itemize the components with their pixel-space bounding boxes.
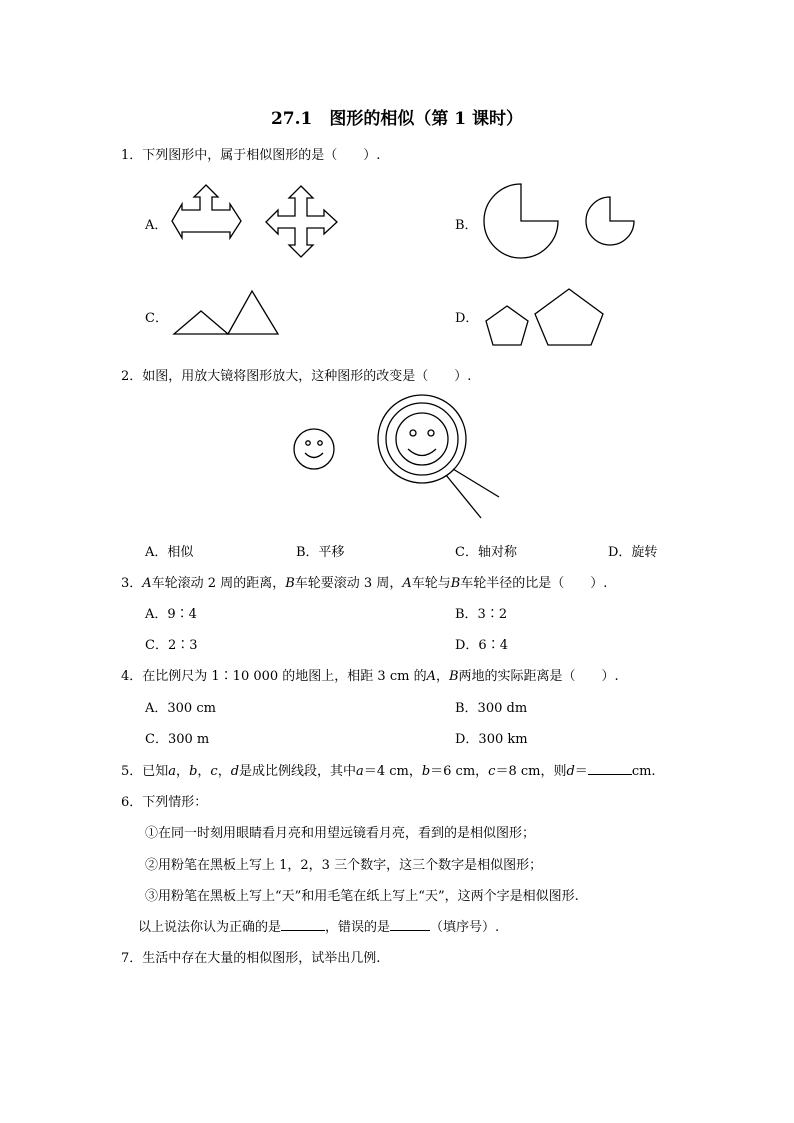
q2-option-b: B．平移	[296, 545, 345, 560]
q1-option-d-label: D．	[455, 311, 479, 326]
q2-option-d: D．旋转	[608, 545, 658, 560]
large-smiley-face	[396, 413, 448, 465]
q1-option-b-label: B．	[455, 218, 478, 233]
q4-option-b: B．300 dm	[455, 701, 528, 716]
q4-option-a: A．300 cm	[145, 701, 216, 716]
q4-option-d: D．300 km	[455, 732, 528, 747]
q5-stem: 5．已知a，b，c，d是成比例线段，其中a＝4 cm，b＝6 cm，c＝8 cm，则d＝ cm.	[121, 764, 656, 779]
q2-stem: 2．如图，用放大镜将图形放大，这种图形的改变是（ ）.	[121, 369, 472, 384]
q6-item-3: ③用粉笔在黑板上写上“天”和用毛笔在纸上写上“天”，这两个字是相似图形.	[145, 889, 579, 904]
magnifying-glass	[378, 395, 499, 518]
q6-item-1: ①在同一时刻用眼睛看月亮和用望远镜看月亮，看到的是相似图形；	[145, 826, 536, 841]
q3-option-d: D．6∶4	[455, 638, 508, 653]
q3-option-b: B．3∶2	[455, 607, 508, 622]
small-smiley-face	[294, 429, 334, 469]
page-title: 27.1 图形的相似（第 1 课时）	[270, 109, 524, 129]
q2-option-c: C．轴对称	[455, 545, 517, 560]
q6-item-2: ②用粉笔在黑板上写上 1，2，3 三个数字，这三个数字是相似图形；	[145, 858, 543, 873]
q4-option-c: C．300 m	[145, 732, 210, 747]
q1-option-c-label: C．	[145, 311, 168, 326]
q3-option-c: C．2∶3	[145, 638, 198, 653]
q7-stem: 7．生活中存在大量的相似图形，试举出几例.	[121, 951, 381, 966]
q6-answer-line: 以上说法你认为正确的是 ，错误的是 （填序号）.	[138, 920, 500, 935]
q1-stem: 1．下列图形中，属于相似图形的是（ ）.	[121, 148, 381, 163]
q6-correct-blank[interactable]	[281, 919, 325, 931]
q6-wrong-blank[interactable]	[390, 919, 430, 931]
q3-stem: 3．A车轮滚动 2 周的距离，B车轮要滚动 3 周，A车轮与B车轮半径的比是（ ）.	[121, 576, 608, 591]
q4-stem: 4．在比例尺为 1∶10 000 的地图上，相距 3 cm 的A，B两地的实际距离是（ ）.	[121, 669, 619, 684]
q2-option-a: A．相似	[145, 545, 194, 560]
q3-option-a: A．9∶4	[145, 607, 197, 622]
q6-stem: 6．下列情形：	[121, 795, 208, 810]
q1-option-a-label: A．	[145, 218, 168, 233]
q5-answer-blank[interactable]	[588, 763, 632, 775]
